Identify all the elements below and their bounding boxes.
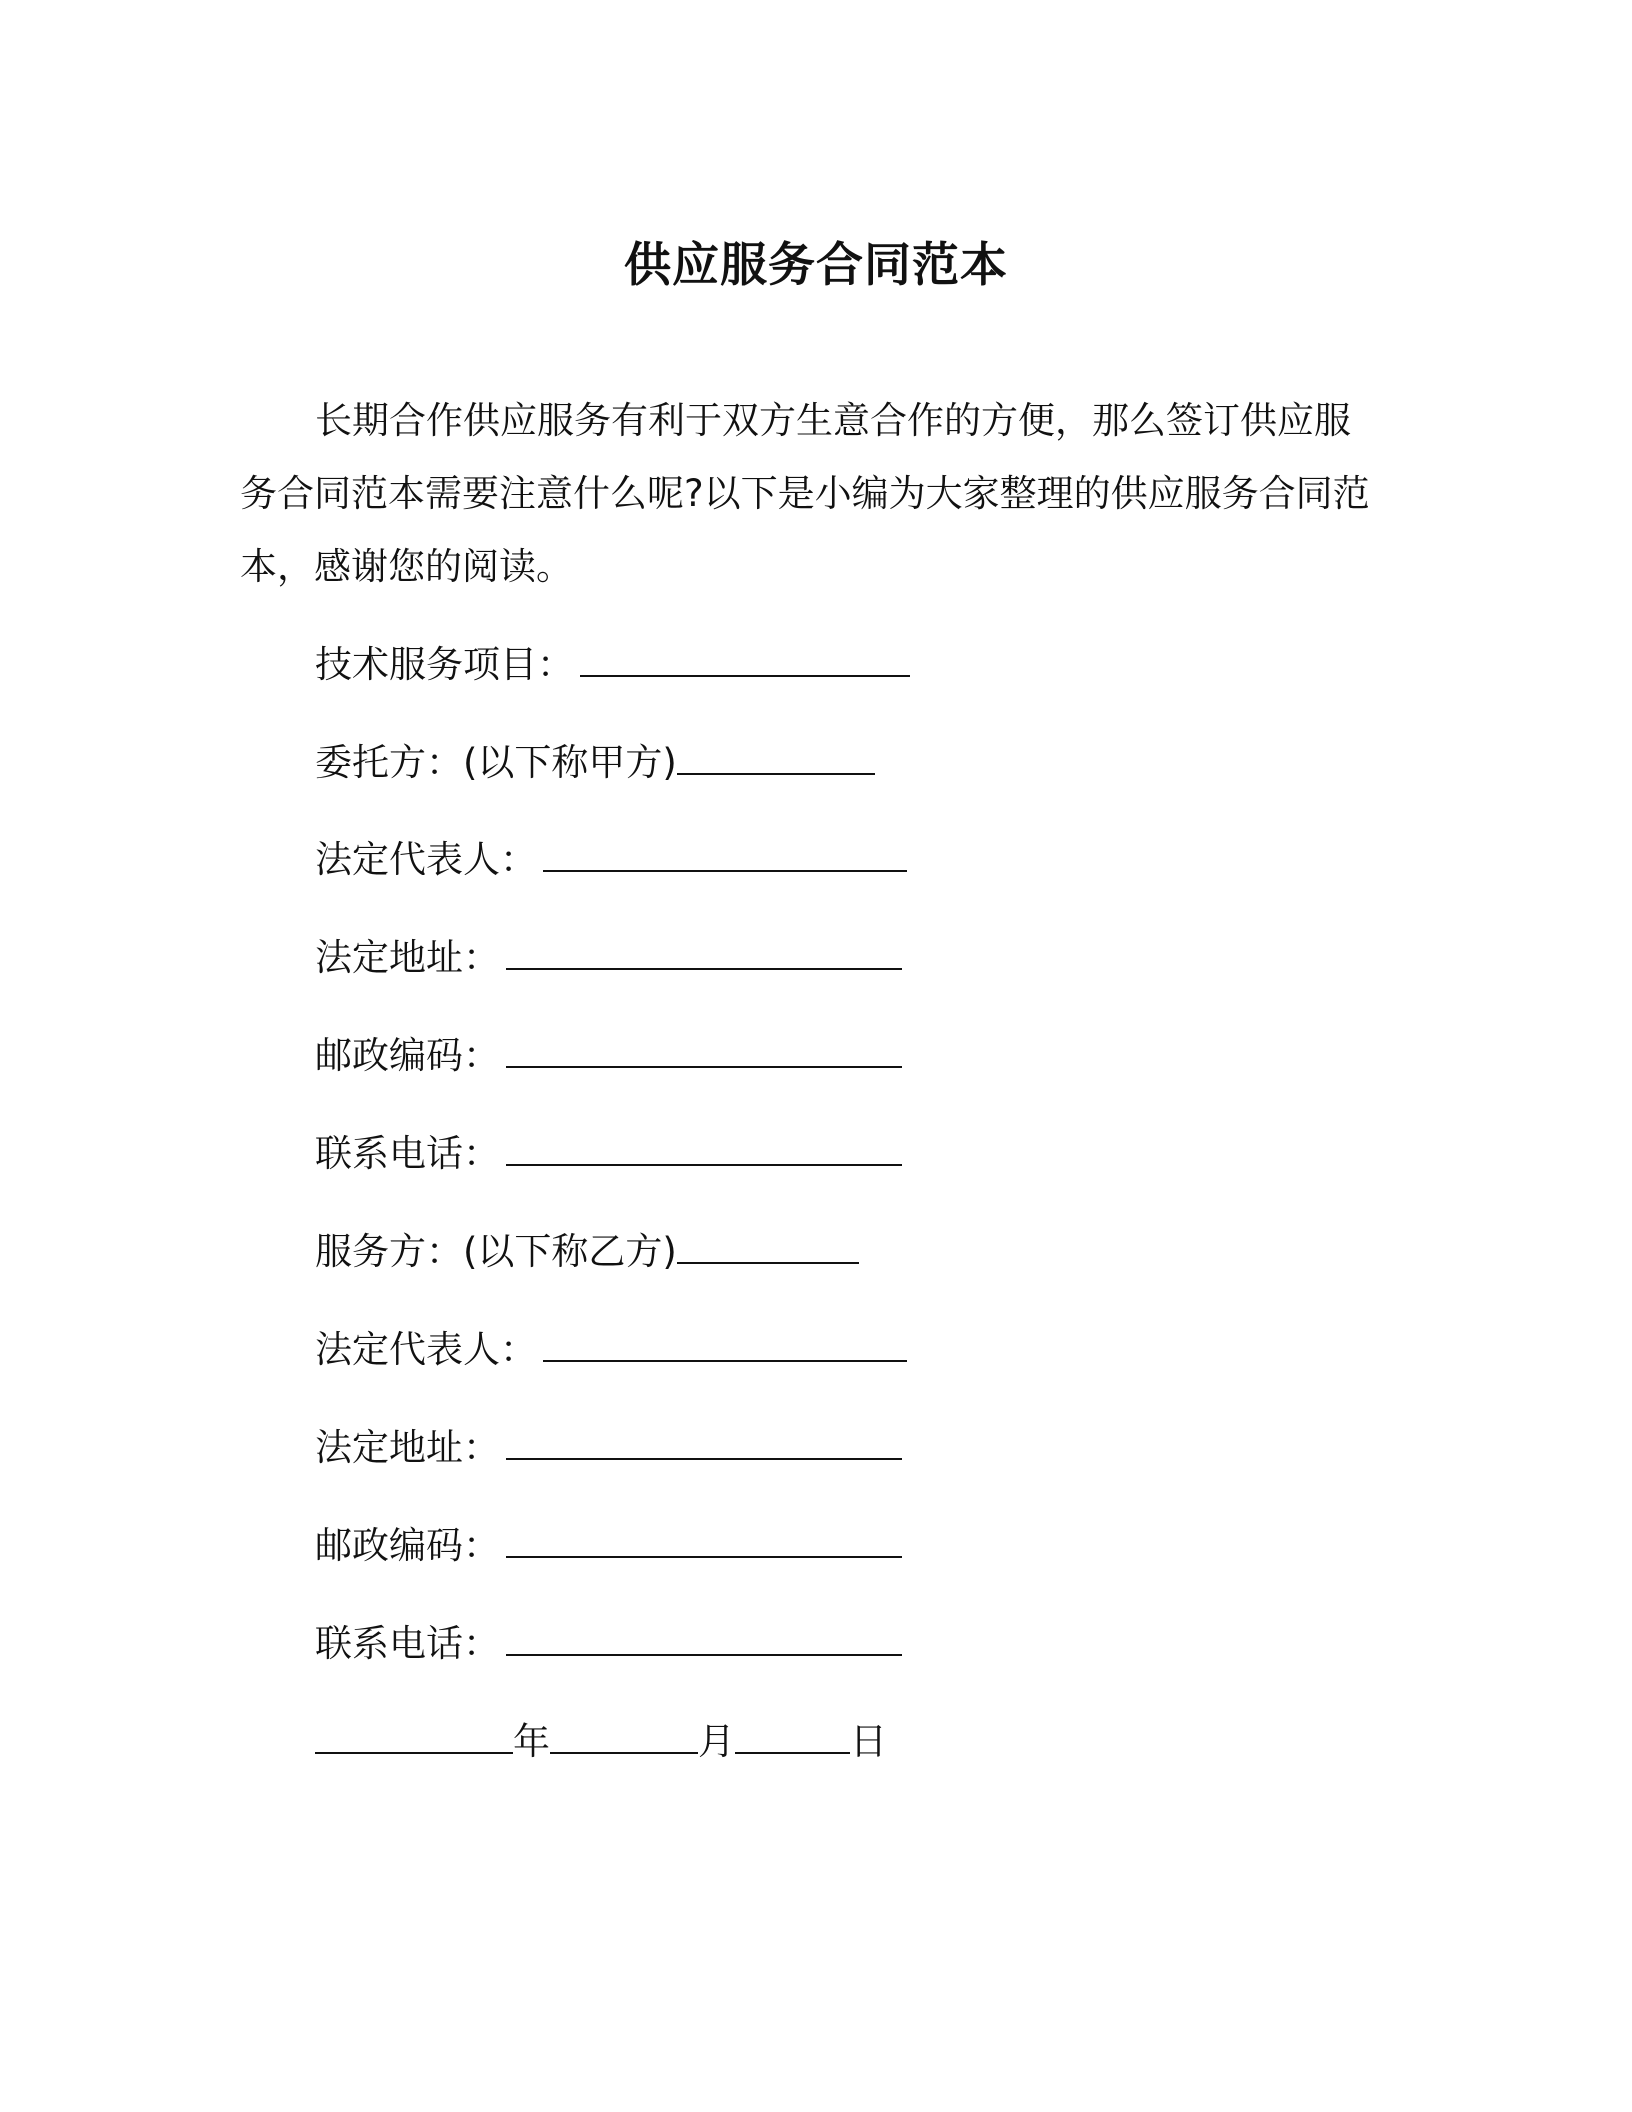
- date-row: [315, 1712, 887, 1767]
- field-a-phone-label: 联系电话：: [315, 1132, 500, 1175]
- field-b-phone-blank[interactable]: [506, 1614, 902, 1656]
- field-a-address: [315, 928, 902, 983]
- field-party-b: [315, 1222, 859, 1277]
- field-party-a-label: 委托方：(以下称甲方): [315, 741, 677, 784]
- field-a-address-blank[interactable]: [506, 928, 902, 970]
- field-project-label: 技术服务项目：: [315, 643, 574, 686]
- field-party-a-blank[interactable]: [677, 733, 875, 775]
- date-day-label: 日: [850, 1720, 887, 1763]
- field-a-rep-label: 法定代表人：: [315, 838, 537, 881]
- field-a-postcode-label: 邮政编码：: [315, 1034, 500, 1077]
- field-a-phone-blank[interactable]: [506, 1124, 902, 1166]
- date-day-blank[interactable]: [735, 1712, 850, 1754]
- field-b-postcode: [315, 1516, 902, 1571]
- field-b-rep-blank[interactable]: [543, 1320, 907, 1362]
- intro-paragraph: 长期合作供应服务有利于双方生意合作的方便，那么签订供应服务合同范本需要注意什么呢?以下是小编为大家整理的供应服务合同范本，感谢您的阅读。: [240, 399, 1370, 588]
- field-party-a: [315, 733, 875, 788]
- field-party-b-label: 服务方：(以下称乙方): [315, 1230, 677, 1273]
- field-b-phone: [315, 1614, 902, 1669]
- field-b-address: [315, 1418, 902, 1473]
- field-b-rep-label: 法定代表人：: [315, 1328, 537, 1371]
- field-a-rep: [315, 830, 907, 885]
- field-b-postcode-label: 邮政编码：: [315, 1524, 500, 1567]
- field-b-address-label: 法定地址：: [315, 1426, 500, 1469]
- date-month-blank[interactable]: [550, 1712, 698, 1754]
- date-year-label: 年: [513, 1720, 550, 1763]
- field-a-rep-blank[interactable]: [543, 830, 907, 872]
- field-party-b-blank[interactable]: [677, 1222, 859, 1264]
- field-a-address-label: 法定地址：: [315, 936, 500, 979]
- document-title: 供应服务合同范本: [624, 238, 1008, 293]
- field-b-postcode-blank[interactable]: [506, 1516, 902, 1558]
- field-project: [315, 635, 910, 690]
- field-a-phone: [315, 1124, 902, 1179]
- field-a-postcode-blank[interactable]: [506, 1026, 902, 1068]
- field-a-postcode: [315, 1026, 902, 1081]
- date-year-blank[interactable]: [315, 1712, 513, 1754]
- field-b-rep: [315, 1320, 907, 1375]
- field-b-address-blank[interactable]: [506, 1418, 902, 1460]
- date-month-label: 月: [698, 1720, 735, 1763]
- field-b-phone-label: 联系电话：: [315, 1622, 500, 1665]
- field-project-blank[interactable]: [580, 635, 910, 677]
